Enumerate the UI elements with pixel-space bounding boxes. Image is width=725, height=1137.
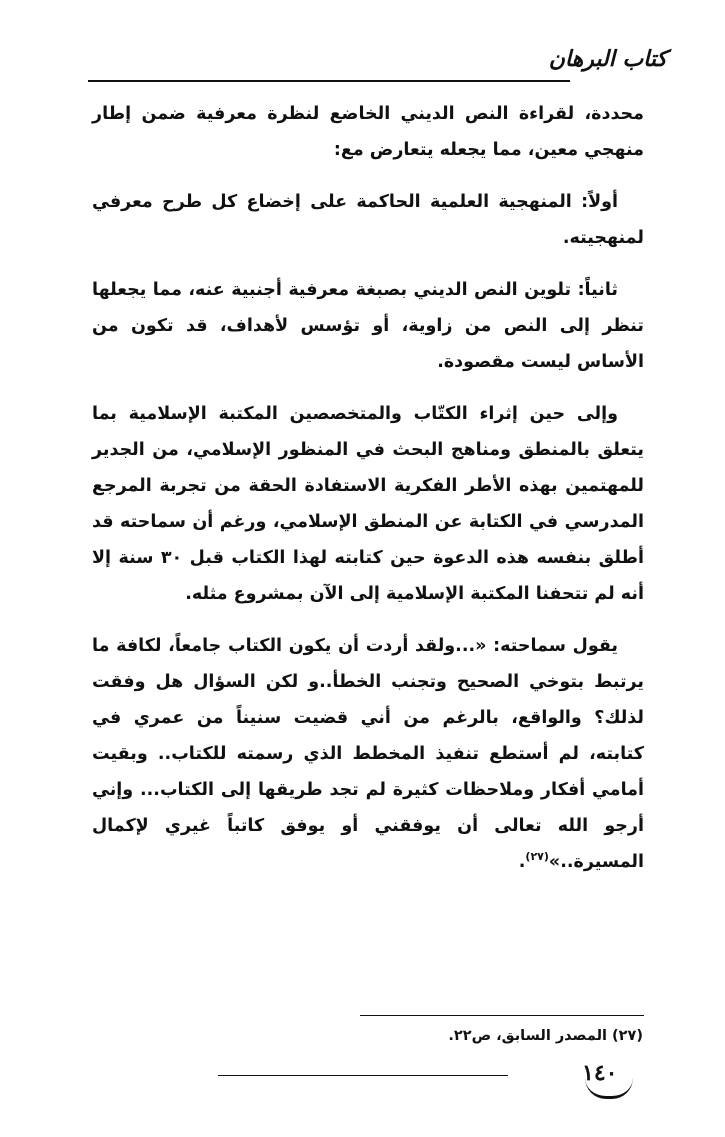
crescent-ornament-icon [585,1078,633,1099]
footnote-ref: (٢٧) [525,850,549,864]
footnote: (٢٧) المصدر السابق، ص٢٢. [448,1028,643,1044]
page-number: ١٤٠ [582,1060,618,1086]
paragraph-1: محددة، لقراءة النص الديني الخاضع لنظرة معرفية ضمن إطار منهجي معين، مما يجعله يتعارض مع: [92,104,644,160]
footer-divider [218,1075,508,1076]
quote-end: . [518,852,526,872]
paragraph-2: أولاً: المنهجية العلمية الحاكمة على إخضاع كل طرح معرفي لمنهجيته. [92,192,644,248]
paragraph-3: ثانياً: تلوين النص الديني بصبغة معرفية أجنبية عنه، مما يجعلها تنظر إلى النص من زاوية، أو تؤسس لأهداف، قد تكون من الأساس ليست مقصودة. [92,280,644,372]
main-text [92,96,644,880]
footnote-divider [360,1015,644,1016]
quote-text: يقول سماحته: «...ولقد أردت أن يكون الكتاب جامعاً، لكافة ما يرتبط بتوخي الصحيح وتجنب الخطأ..و لكن السؤال هل وفقت لذلك؟ والواقع، بالرغم من أني قضيت سنيناً من عمري في كتابته، لم أستطع تنفيذ المخطط الذي رسمته للكتاب.. وبقيت أمامي أفكار وملاحظات كثيرة لم تجد طريقها إلى الكتاب... وإني أرجو الله تعالى أن يوفقني أو يوفق كاتباً غيري لإكمال المسيرة..» [92,636,644,872]
book-title-logo: كتاب البرهان [548,46,667,72]
paragraph-5 [92,628,644,880]
paragraph-4: وإلى حين إثراء الكتّاب والمتخصصين المكتبة الإسلامية بما يتعلق بالمنطق ومناهج البحث في المنظور الإسلامي، من الجدير للمهتمين بهذه الأطر الفكرية الاستفادة الحقة من تجربة المرجع المدرسي في الكتابة عن المنطق الإسلامي، ورغم أن سماحته قد أطلق بنفسه هذه الدعوة حين كتابته لهذا الكتاب قبل ٣٠ سنة إلا أنه لم تتحفنا المكتبة الإسلامية إلى الآن بمشروع مثله. [92,404,644,604]
header-divider [88,80,570,82]
